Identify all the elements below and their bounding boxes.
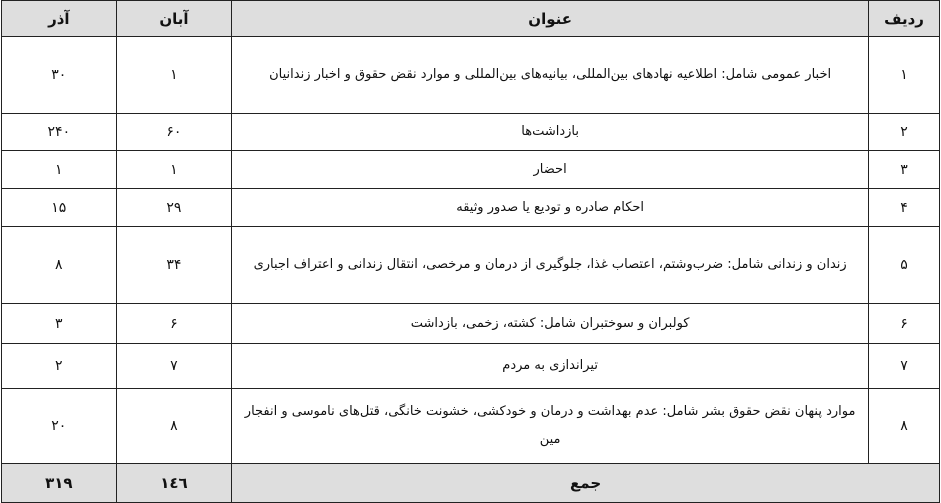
row-number: ۴ — [869, 189, 940, 227]
row-number: ۳ — [869, 151, 940, 189]
report-table — [1, 0, 940, 503]
row-number: ۵ — [869, 227, 940, 304]
row-azar: ۱ — [2, 151, 117, 189]
row-number: ۱ — [869, 37, 940, 114]
total-azar: ۳۱۹ — [2, 464, 117, 503]
row-azar: ۲ — [2, 344, 117, 389]
row-azar: ۳ — [2, 304, 117, 344]
row-aban: ۱ — [116, 37, 232, 114]
row-aban: ۳۴ — [116, 227, 232, 304]
row-title: تیراندازی به مردم — [232, 344, 869, 389]
row-azar: ۲۴۰ — [2, 114, 117, 151]
header-title: عنوان — [232, 1, 869, 37]
table-row — [2, 151, 940, 189]
table-row — [2, 227, 940, 304]
row-aban: ۷ — [116, 344, 232, 389]
row-number: ۸ — [869, 389, 940, 464]
row-aban: ۶ — [116, 304, 232, 344]
row-number: ۷ — [869, 344, 940, 389]
header-aban: آبان — [116, 1, 232, 37]
table-row — [2, 344, 940, 389]
header-row — [2, 1, 940, 37]
table-row — [2, 189, 940, 227]
row-title: موارد پنهان نقض حقوق بشر شامل: عدم بهداشت و درمان و خودکشی، خشونت خانگی، قتل‌های ناموسی و انفجار مین — [232, 389, 869, 464]
row-title: کولبران و سوختبران شامل: کشته، زخمی، بازداشت — [232, 304, 869, 344]
row-title: زندان و زندانی شامل: ضرب‌وشتم، اعتصاب غذا، جلوگیری از درمان و مرخصی، انتقال زندانی و اعتراف اجباری — [232, 227, 869, 304]
row-number: ۲ — [869, 114, 940, 151]
row-aban: ۸ — [116, 389, 232, 464]
header-row-number: ردیف — [869, 1, 940, 37]
table-row — [2, 114, 940, 151]
row-azar: ۸ — [2, 227, 117, 304]
row-title: احکام صادره و تودیع یا صدور وثیقه — [232, 189, 869, 227]
table-row — [2, 37, 940, 114]
row-number: ۶ — [869, 304, 940, 344]
row-title: اخبار عمومی شامل: اطلاعیه نهادهای بین‌المللی، بیانیه‌های بین‌المللی و موارد نقض حقوق و اخبار زندانیان — [232, 37, 869, 114]
row-aban: ۱ — [116, 151, 232, 189]
row-azar: ۳۰ — [2, 37, 117, 114]
total-aban: ١٤٦ — [116, 464, 232, 503]
row-title: بازداشت‌ها — [232, 114, 869, 151]
total-row — [2, 464, 940, 503]
row-aban: ۲۹ — [116, 189, 232, 227]
table-row — [2, 304, 940, 344]
table-row — [2, 389, 940, 464]
row-aban: ۶۰ — [116, 114, 232, 151]
total-label: جمع — [232, 464, 940, 503]
header-azar: آذر — [2, 1, 117, 37]
row-azar: ۱۵ — [2, 189, 117, 227]
row-title: احضار — [232, 151, 869, 189]
row-azar: ۲۰ — [2, 389, 117, 464]
